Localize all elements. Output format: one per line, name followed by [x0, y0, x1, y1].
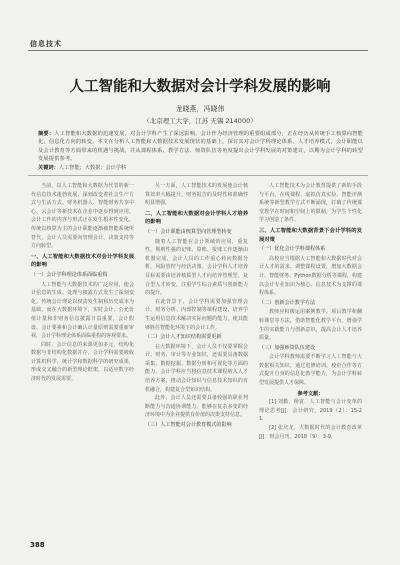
subsection-heading: （一）优化会计学科课程体系 — [259, 246, 326, 253]
paragraph: 另一方面，人工智能技术的发展使会计核算效率大幅提升，财务报告的及时性和准确性明显增强。 — [145, 183, 248, 207]
abstract-label: 摘要： — [38, 131, 55, 137]
section-heading: 一、人工智能和大数据技术对会计学科发展的影响 — [31, 253, 134, 269]
header-rule — [28, 50, 368, 51]
paragraph: 同时，会计信息的来源更加多元，结构化数据与非结构化数据并存，会计学科需要吸收计算机科学、统计学和数据科学的研究成果，形成交叉融合的新型理论框架，以适应数字经济时代的发展需要。 — [31, 341, 134, 383]
section-heading: 三、人工智能和大数据背景下会计学科的发展对策 — [259, 227, 362, 243]
keywords — [38, 164, 363, 171]
article-authors: 龙晓燕，冯晓伟 — [175, 105, 225, 113]
subsection-heading: （二）会计人才知识结构需要更新 — [145, 334, 222, 341]
reference-item: [2] 张庆龙．大数据时代的会计教育改革[J]．财会月刊，2018（9）：3-9． — [259, 425, 362, 440]
section-label: 信息技术 — [30, 40, 62, 48]
keywords-text: 人工智能；大数据；会计学科 — [58, 165, 127, 171]
abstract — [38, 130, 363, 163]
paragraph: 在此背景下，会计学科需要加强管理会计、财务分析、内部控制等课程建设，培养学生运用信息技术解决实际问题的能力，使其能够胜任智能化环境下的会计工作。 — [145, 298, 248, 331]
subsection-heading: （一）会计职能由核算型向管理型转变 — [145, 228, 232, 235]
subsection-heading: （三）加强师资队伍建设 — [259, 344, 316, 351]
paragraph: 随着人工智能在会计领域的应用，重复性、规则性强的记账、算账、报账工作逐渐由机器完成，会计人员的工作重心转向数据分析、风险管控与经营决策。会计学科人才培养目标需要由培养核算型人才向培养管理型、复合型人才转变，注重学生综合素质与创新能力的提升。 — [145, 238, 248, 297]
article-title: 人工智能和大数据对会计学科发展的影响 — [69, 79, 331, 95]
body-column-1 — [31, 182, 134, 537]
subsection-heading: （一）会计学科理论体系面临重构 — [31, 271, 108, 278]
paragraph: 高校应当根据人工智能和大数据时代对会计人才的需求，调整课程设置，增加大数据会计、智能财务、Python数据分析等课程，构建以会计专业知识为核心、信息技术为支撑的课程体系。 — [259, 255, 362, 297]
paragraph: 人工智能技术为会计教育提供了新的手段与平台。在线课程、虚拟仿真实验、智能评测系统等新型教学方式不断涌现，打破了传统课堂教学在时间和空间上的限制，为学生个性化学习创造了条件。 — [259, 183, 362, 224]
paragraph: 当前，以人工智能和大数据为代表的新一代信息技术蓬勃发展，深刻改变着社会生产方式与生活方式。财务机器人、智能财务共享中心、云会计等新技术在企业中逐步得到应用，会计工作的内容与形式正在发生根本性变化。传统以核算为主的会计职能逐渐被智能系统所替代，会计人员需要向管理会计、决策支持等方向转型。 — [31, 183, 134, 250]
paragraph: 人工智能与大数据技术的广泛应用，使会计信息的生成、处理与披露方式发生了深刻变化。传统会计理论以权责发生制和历史成本为基础，而在大数据环境下，实时会计、公允价值计量和非财务信息披露日益重要，会计假设、会计要素和会计确认计量原则需要重新审视，会计学科理论体系面临重构的客观要求。 — [31, 281, 134, 340]
keywords-label: 关键词： — [38, 165, 59, 171]
subsection-heading: （三）人工智能对会计教育模式的影响 — [145, 422, 232, 429]
body-column-3 — [259, 182, 362, 537]
page-number: 388 — [30, 541, 45, 549]
subsection-heading: （二）创新会计教学方法 — [259, 299, 316, 306]
body-column-2 — [145, 182, 248, 537]
paragraph: 教师应积极运用案例教学、项目教学和翻转课堂等方法，借助智能化教学平台，增强学生的实践能力与创新意识，提高会计人才培养质量。 — [259, 309, 362, 342]
reference-item: [1] 刘勤，杨寅．人工智能与会计变革的理论思考[J]．会计研究，2019（2）：15-21． — [259, 399, 362, 423]
references-heading: 参考文献： — [297, 390, 324, 397]
abstract-text: 人工智能和大数据的迅速发展，对会计学科产生了深远影响。会计作为经济管理的重要组成部分，正在经历从传统手工核算向智能化、信息化方向的转变。本文在分析人工智能和大数据技术发展现状的基础上，探讨其对会计学科理论体系、人才培养模式、会计职能以及会计教育等方面带来的机遇与挑战，并从课程体系、教学方法、师资队伍等角度提出会计学科发展的对策建议，以期为会计学科的转型发展提供参考。 — [38, 131, 364, 162]
article-affiliation: （北京理工大学，江苏 无锡 214000） — [143, 117, 257, 125]
paragraph: 在大数据环境下，会计人员不仅要掌握会计、财务、审计等专业知识，还需要具备数据采集、数据挖掘、数据分析和可视化等方面的能力。会计学科应当将信息技术课程纳入人才培养方案，推动会计知识与信息技术知识的有机融合，构建复合型知识结构。 — [145, 343, 248, 393]
section-heading: 二、人工智能和大数据对会计学科人才培养的影响 — [145, 210, 248, 226]
paragraph: 会计学科教师需要不断学习人工智能与大数据相关知识，通过进修培训、校企合作等方式提升自身的信息化教学能力，为会计学科转型发展提供人才保障。 — [259, 354, 362, 387]
paragraph: 此外，会计人员还需要具备较强的职业判断能力与沟通协调能力，能够在复杂多变的经济环境中为企业提供有价值的决策支持信息。 — [145, 395, 248, 419]
